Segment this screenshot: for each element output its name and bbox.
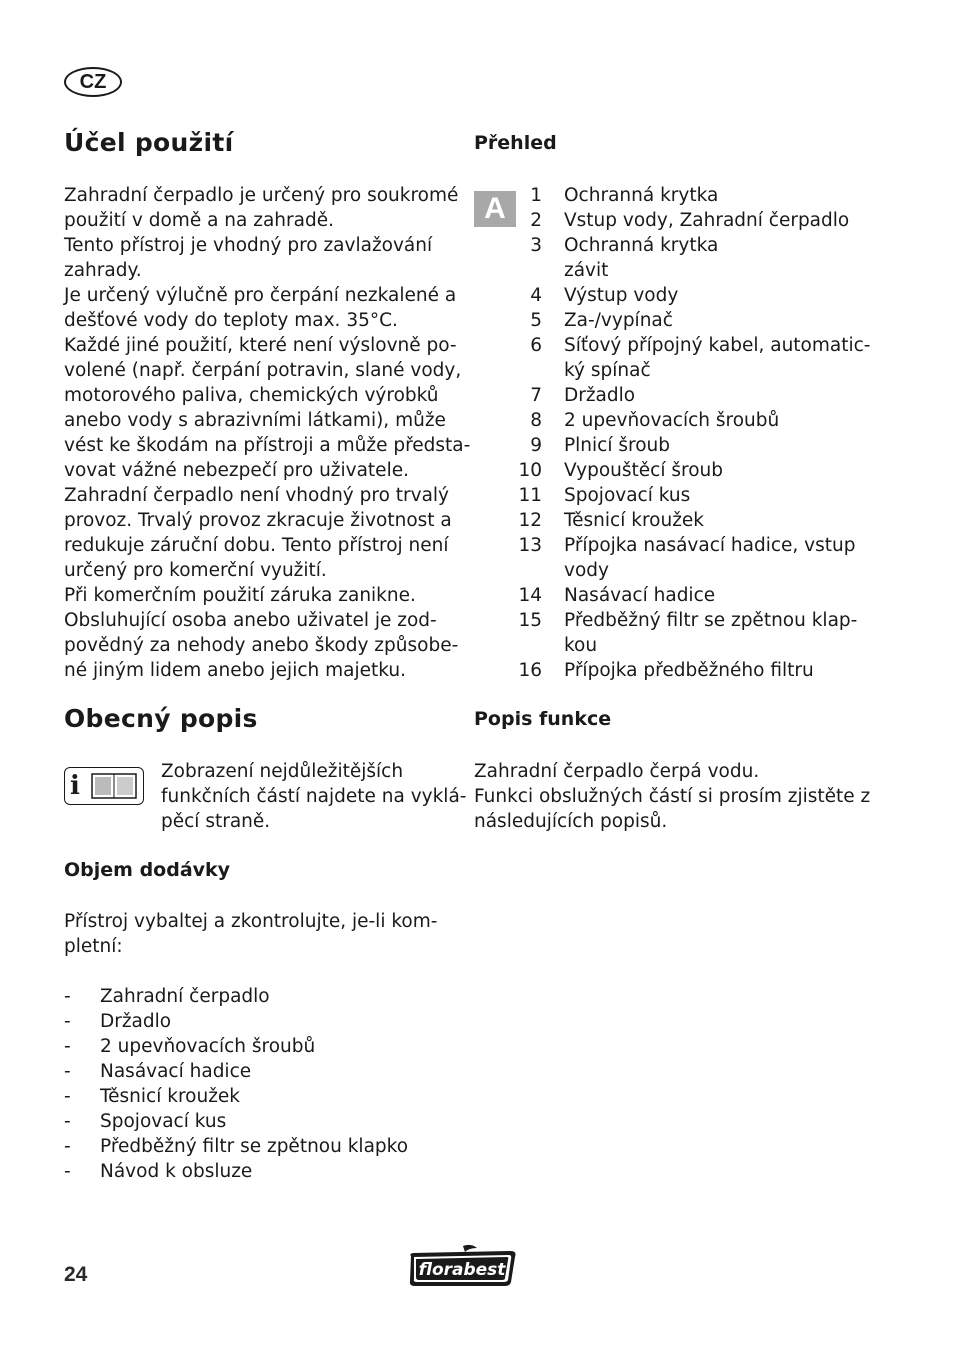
function-paragraph bbox=[474, 759, 874, 834]
paragraph-line: pletní: bbox=[64, 936, 123, 957]
info-paragraph bbox=[161, 759, 467, 834]
overview-item bbox=[530, 208, 884, 233]
paragraph-line: Každé jiné použití, které není výslovně po- bbox=[64, 335, 457, 356]
paragraph-line: redukuje záruční dobu. Tento přístroj není bbox=[64, 535, 449, 556]
overview-item-label: Předběžný filtr se zpětnou klap- bbox=[564, 610, 858, 631]
overview-item-number: 15 bbox=[518, 610, 542, 631]
bullet-dash: - bbox=[64, 1136, 71, 1157]
overview-item-label: Síťový přípojný kabel, automatic- bbox=[564, 335, 871, 356]
list-item-label: Držadlo bbox=[100, 1011, 172, 1032]
overview-item-label: ký spínač bbox=[564, 360, 651, 381]
paragraph-line: Zahradní čerpadlo není vhodný pro trvalý bbox=[64, 485, 450, 506]
delivery-intro-paragraph bbox=[64, 909, 454, 959]
overview-item-number: 16 bbox=[518, 660, 542, 681]
overview-item bbox=[518, 583, 884, 608]
bullet-dash: - bbox=[64, 1111, 71, 1132]
florabest-logo bbox=[405, 1244, 519, 1290]
section-title-function: Popis funkce bbox=[474, 708, 612, 730]
overview-item-number: 8 bbox=[530, 410, 542, 431]
info-book-icon: i bbox=[64, 767, 144, 805]
paragraph-line: Zahradní čerpadlo je určený pro soukromé bbox=[64, 185, 459, 206]
overview-item-label: Přípojka předběžného filtru bbox=[564, 660, 814, 681]
bullet-dash: - bbox=[64, 986, 71, 1007]
overview-item-number: 5 bbox=[530, 310, 542, 331]
paragraph-line: zahrady. bbox=[64, 260, 142, 281]
overview-item-label: Nasávací hadice bbox=[564, 585, 716, 606]
overview-item bbox=[518, 458, 884, 483]
paragraph-line: následujících popisů. bbox=[474, 811, 668, 832]
overview-item-continuation bbox=[564, 358, 884, 383]
list-item bbox=[64, 984, 408, 1009]
overview-item bbox=[530, 383, 884, 408]
paragraph-line: né jiným lidem anebo jejich majetku. bbox=[64, 660, 406, 681]
paragraph-line: funkčních částí najdete na vyklá- bbox=[161, 786, 467, 807]
section-title-overview: Přehled bbox=[474, 132, 557, 154]
overview-list bbox=[518, 183, 884, 683]
paragraph-line: povědný za nehody anebo škody způsobe- bbox=[64, 635, 459, 656]
overview-item-label: vody bbox=[564, 560, 609, 581]
section-title-purpose: Účel použití bbox=[64, 128, 234, 157]
overview-item-number: 12 bbox=[518, 510, 542, 531]
overview-item-number: 9 bbox=[530, 435, 542, 456]
paragraph-line: Tento přístroj je vhodný pro zavlažování bbox=[64, 235, 433, 256]
overview-item-label: Plnicí šroub bbox=[564, 435, 670, 456]
section-title-delivery-scope: Objem dodávky bbox=[64, 859, 231, 881]
overview-item bbox=[530, 333, 884, 358]
list-item bbox=[64, 1084, 408, 1109]
overview-item-label: Ochranná krytka bbox=[564, 185, 719, 206]
overview-item-number: 11 bbox=[518, 485, 542, 506]
paragraph-line: Zobrazení nejdůležitějších bbox=[161, 761, 404, 782]
bullet-dash: - bbox=[64, 1161, 71, 1182]
paragraph-line: Obsluhující osoba anebo uživatel je zod- bbox=[64, 610, 437, 631]
overview-item-number: 6 bbox=[530, 335, 542, 356]
overview-item bbox=[530, 433, 884, 458]
paragraph-line: Při komerčním použití záruka zanikne. bbox=[64, 585, 416, 606]
list-item-label: 2 upevňovacích šroubů bbox=[100, 1036, 316, 1057]
overview-item bbox=[530, 408, 884, 433]
list-item-label: Těsnicí kroužek bbox=[100, 1086, 240, 1107]
bullet-dash: - bbox=[64, 1036, 71, 1057]
list-item bbox=[64, 1134, 408, 1159]
overview-item-continuation bbox=[564, 633, 884, 658]
delivery-list bbox=[64, 984, 408, 1184]
overview-item bbox=[518, 508, 884, 533]
overview-item bbox=[530, 308, 884, 333]
purpose-paragraph bbox=[64, 183, 471, 683]
overview-item-label: Výstup vody bbox=[564, 285, 679, 306]
paragraph-line: dešťové vody do teploty max. 35°C. bbox=[64, 310, 398, 331]
overview-item-number: 14 bbox=[518, 585, 542, 606]
list-item-label: Zahradní čerpadlo bbox=[100, 986, 270, 1007]
list-item-label: Předběžný filtr se zpětnou klapko bbox=[100, 1136, 409, 1157]
paragraph-line: pěcí straně. bbox=[161, 811, 271, 832]
paragraph-line: Je určený výlučně pro čerpání nezkalené a bbox=[64, 285, 457, 306]
overview-item-label: Vstup vody, Zahradní čerpadlo bbox=[564, 210, 850, 231]
paragraph-line: Funkci obslužných částí si prosím zjistěte z bbox=[474, 786, 871, 807]
list-item bbox=[64, 1159, 408, 1184]
overview-item-label: Vypouštěcí šroub bbox=[564, 460, 723, 481]
page-number: 24 bbox=[64, 1263, 88, 1286]
overview-item bbox=[518, 533, 884, 558]
overview-item-continuation bbox=[564, 558, 884, 583]
paragraph-line: určený pro komerční využití. bbox=[64, 560, 327, 581]
paragraph-line: použití v domě a na zahradě. bbox=[64, 210, 334, 231]
list-item bbox=[64, 1109, 408, 1134]
svg-text:florabest: florabest bbox=[418, 1260, 506, 1280]
overview-item-label: Držadlo bbox=[564, 385, 636, 406]
paragraph-line: motorového paliva, chemických výrobků bbox=[64, 385, 439, 406]
list-item bbox=[64, 1009, 408, 1034]
overview-item-label: Těsnicí kroužek bbox=[564, 510, 704, 531]
paragraph-line: vést ke škodám na přístroji a může předsta- bbox=[64, 435, 471, 456]
list-item-label: Návod k obsluze bbox=[100, 1161, 253, 1182]
overview-item bbox=[530, 233, 884, 258]
bullet-dash: - bbox=[64, 1086, 71, 1107]
overview-item-label: kou bbox=[564, 635, 598, 656]
overview-item-label: Za-/vypínač bbox=[564, 310, 673, 331]
overview-item bbox=[530, 183, 884, 208]
bullet-dash: - bbox=[64, 1061, 71, 1082]
overview-item-label: Přípojka nasávací hadice, vstup bbox=[564, 535, 856, 556]
list-item bbox=[64, 1034, 408, 1059]
overview-item-number: 10 bbox=[518, 460, 542, 481]
paragraph-line: Přístroj vybaltej a zkontrolujte, je-li kom- bbox=[64, 911, 438, 932]
overview-item-continuation bbox=[564, 258, 884, 283]
paragraph-line: provoz. Trvalý provoz zkracuje životnost a bbox=[64, 510, 452, 531]
overview-item-number: 2 bbox=[530, 210, 542, 231]
overview-item bbox=[518, 658, 884, 683]
paragraph-line: Zahradní čerpadlo čerpá vodu. bbox=[474, 761, 760, 782]
overview-item-label: Ochranná krytka bbox=[564, 235, 719, 256]
list-item-label: Nasávací hadice bbox=[100, 1061, 252, 1082]
overview-item-label: Spojovací kus bbox=[564, 485, 691, 506]
overview-item-number: 1 bbox=[530, 185, 542, 206]
language-badge: CZ bbox=[64, 67, 122, 97]
overview-item-label: závit bbox=[564, 260, 609, 281]
list-item-label: Spojovací kus bbox=[100, 1111, 227, 1132]
paragraph-line: vovat vážné nebezpečí pro uživatele. bbox=[64, 460, 409, 481]
paragraph-line: volené (např. čerpání potravin, slané vody, bbox=[64, 360, 462, 381]
overview-item-label: 2 upevňovacích šroubů bbox=[564, 410, 780, 431]
overview-item bbox=[530, 283, 884, 308]
overview-item-number: 7 bbox=[530, 385, 542, 406]
overview-item-number: 4 bbox=[530, 285, 542, 306]
section-title-general-description: Obecný popis bbox=[64, 704, 258, 733]
overview-item-number: 13 bbox=[518, 535, 542, 556]
paragraph-line: anebo vody s abrazivními látkami), může bbox=[64, 410, 446, 431]
overview-item bbox=[518, 483, 884, 508]
bullet-dash: - bbox=[64, 1011, 71, 1032]
list-item bbox=[64, 1059, 408, 1084]
overview-item-number: 3 bbox=[530, 235, 542, 256]
figure-tag: A bbox=[474, 191, 516, 227]
overview-item bbox=[518, 608, 884, 633]
